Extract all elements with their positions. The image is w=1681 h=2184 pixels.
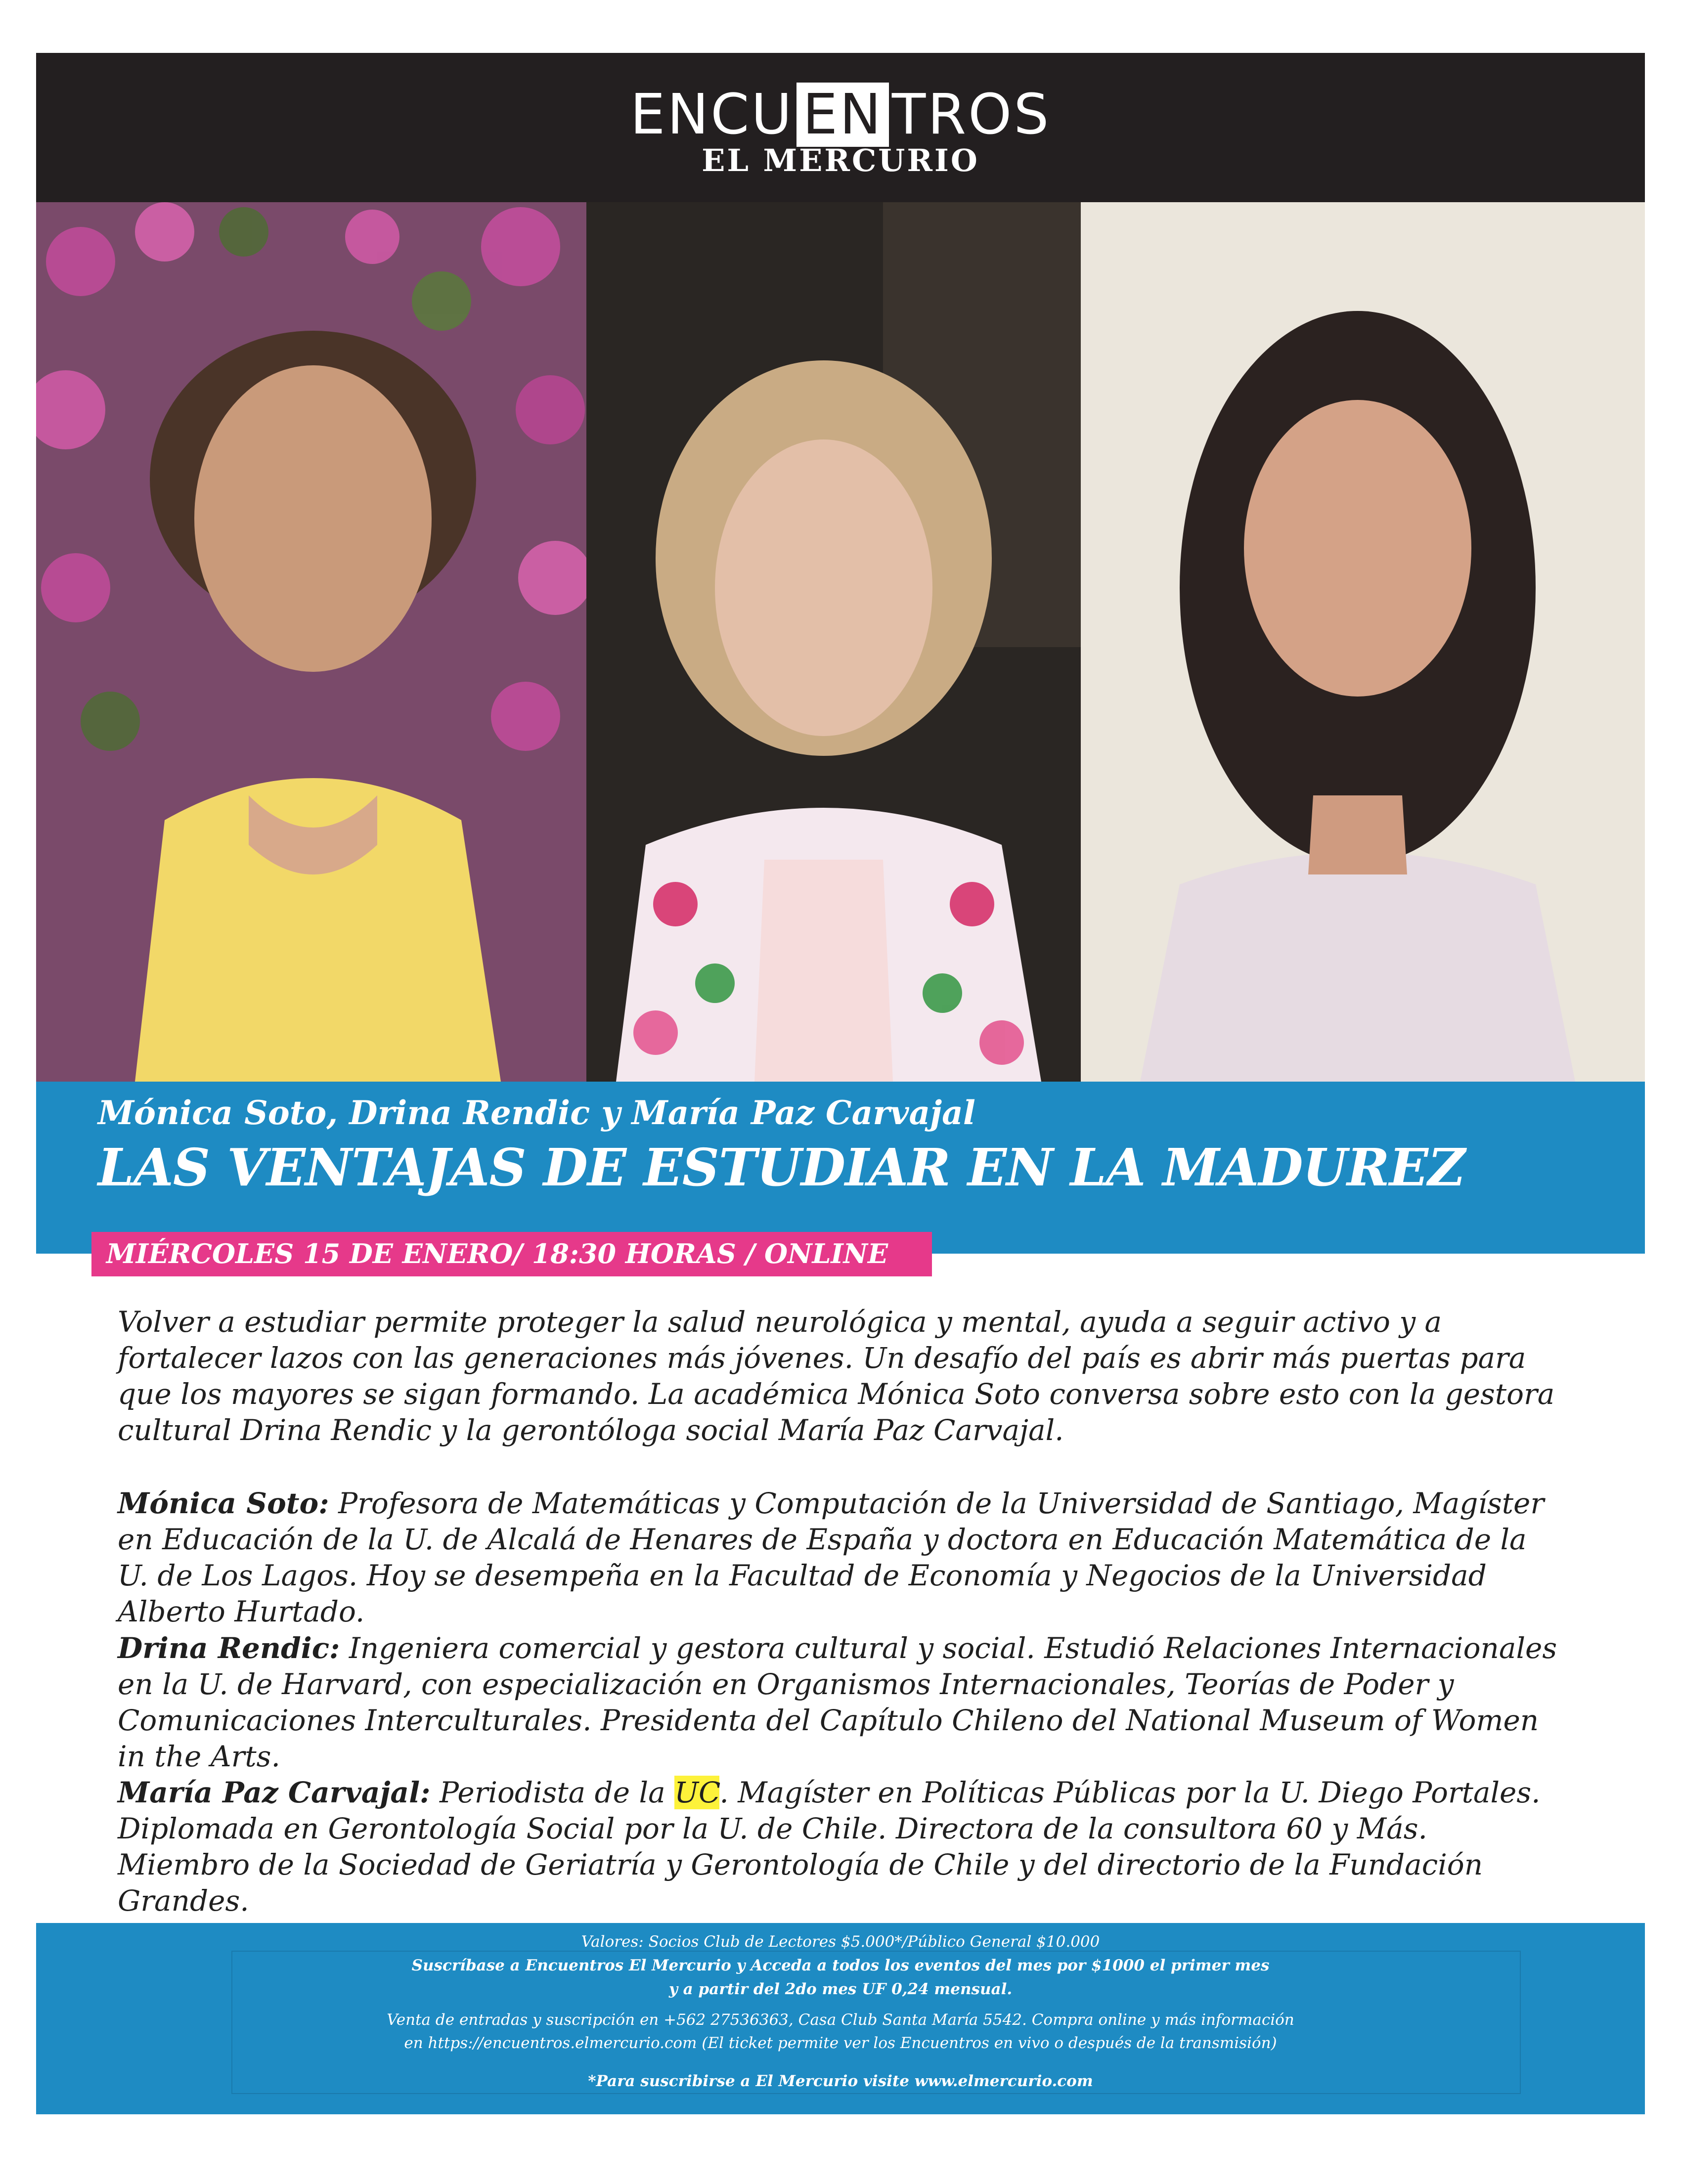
bio-text-pre: Periodista de la [439,1776,665,1809]
date-bar [91,1232,932,1276]
footer-info [36,1923,1645,2114]
photo-maria-paz-carvajal [1081,202,1645,1082]
bio-text: Profesora de Matemáticas y Computación de la Universidad de Santiago, Magíster en Educación de la U. de Alcalá de Henares de España y doctora en Educación Matemática de la U. de Los Lagos. Hoy se desempeña en la Facultad de Economía y Negocios de la Universidad Alberto Hurtado. [118,1486,1545,1628]
logo-text-boxed: EN [796,83,889,147]
subscribe-line-1: Suscríbase a Encuentros El Mercurio y Acceda a todos los eventos del mes por $1000 el primer mes [411,1957,1270,1974]
photo-drina-rendic [586,202,1081,1082]
bio-name: María Paz Carvajal: [118,1776,431,1809]
highlighted-text: UC [674,1776,720,1809]
encuentros-logo [36,83,1645,147]
bio-name: Drina Rendic: [118,1631,340,1665]
speaker-photos [36,202,1645,1082]
title-band [36,1082,1645,1254]
bio-drina-rendic [118,1630,1561,1775]
event-title: LAS VENTAJAS DE ESTUDIAR EN LA MADUREZ [98,1137,1465,1198]
intro-paragraph: Volver a estudiar permite proteger la salud neurológica y mental, ayuda a seguir activo y a fortalecer lazos con las generaciones más jóvenes. Un desafío del país es abrir más puertas para que los mayores se sigan formando. La académica Mónica Soto conversa sobre esto con la gestora cultural Drina Rendic y la gerontóloga social María Paz Carvajal. [118,1305,1555,1447]
sales-line-2: en https://encuentros.elmercurio.com (El ticket permite ver los Encuentros en vivo o después de la transmisión) [404,2034,1277,2052]
bio-text-post: . Magíster en Políticas Públicas por la U. Diego Portales. Diplomada en Gerontología Social por la U. de Chile. Directora de la consultora 60 y Más. Miembro de la Sociedad de Geriatría y Gerontología de Chile y del directorio de la Fundación Grandes. [118,1776,1541,1918]
photo-monica-soto [36,202,586,1082]
el-mercurio-logo: EL MERCURIO [702,142,979,178]
speaker-names: Mónica Soto, Drina Rendic y María Paz Carvajal [98,1093,975,1132]
prices-line: Valores: Socios Club de Lectores $5.000*/Público General $10.000 [581,1933,1100,1951]
header [36,53,1645,202]
subscribe-line-2: y a partir del 2do mes UF 0,24 mensual. [668,1980,1013,1998]
subscribe-note: *Para suscribirse a El Mercurio visite www.elmercurio.com [588,2072,1093,2090]
bio-name: Mónica Soto: [118,1486,329,1520]
logo-text-pre: ENCU [630,83,794,147]
logo-text-post: TROS [891,83,1051,147]
bio-monica-soto [118,1485,1561,1630]
bio-maria-paz-carvajal [118,1775,1561,1919]
event-date: MIÉRCOLES 15 DE ENERO/ 18:30 HORAS / ONLINE [106,1238,888,1269]
bio-text: Ingeniera comercial y gestora cultural y social. Estudió Relaciones Internacionales en la U. de Harvard, con especialización en Organismos Internacionales, Teorías de Poder y Comunicaciones Interculturales. Presidenta del Capítulo Chileno del National Museum of Women in the Arts. [118,1631,1557,1773]
sales-line-1: Venta de entradas y suscripción en +562 27536363, Casa Club Santa María 5542. Compra online y más información [387,2011,1294,2029]
